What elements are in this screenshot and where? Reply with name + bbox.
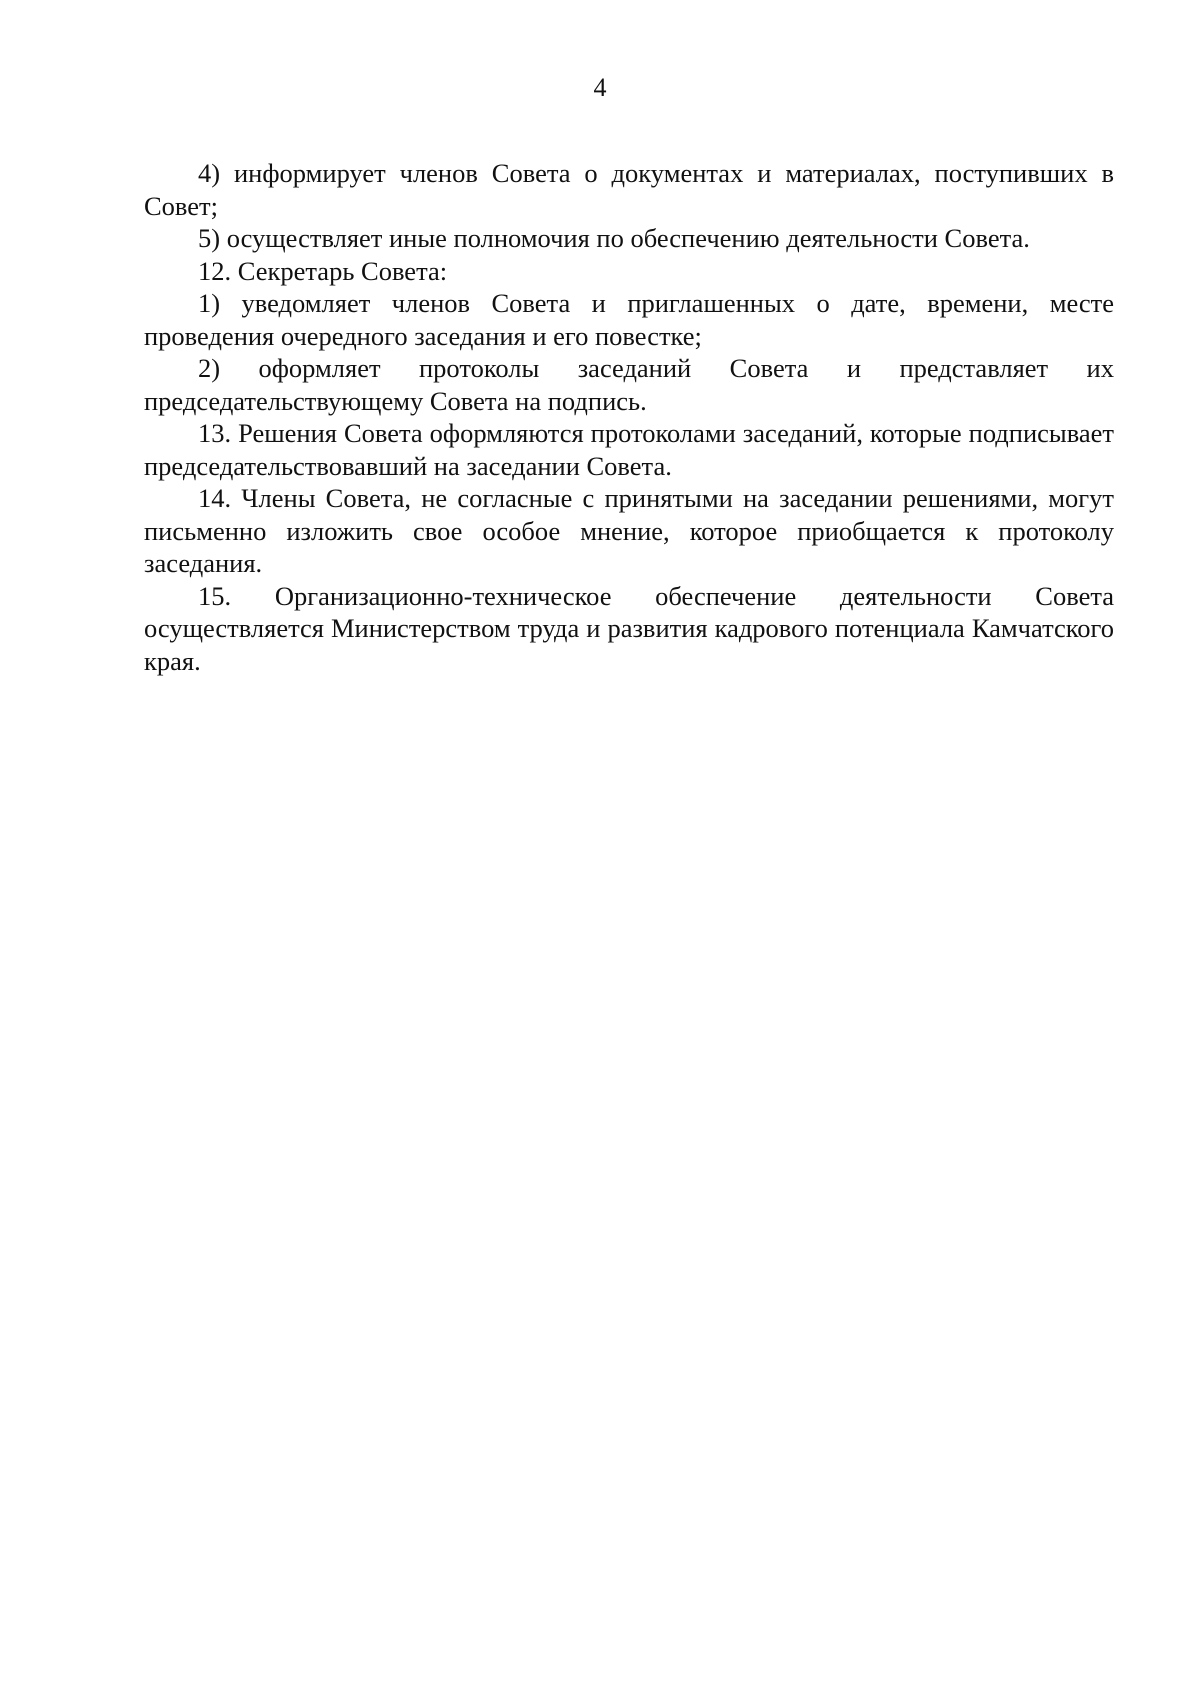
paragraph-item-1-notify-members: 1) уведомляет членов Совета и приглашенных о дате, времени, месте проведения очередного заседания и его повестке; — [144, 288, 1114, 351]
document-body — [144, 157, 1114, 677]
paragraph-section-13-decisions: 13. Решения Совета оформляются протоколами заседаний, которые подписывает председательствовавший на заседании Совета. — [144, 418, 1114, 481]
paragraph-item-5-other-powers: 5) осуществляет иные полномочия по обеспечению деятельности Совета. — [198, 223, 1030, 253]
paragraph-section-12-secretary: 12. Секретарь Совета: — [198, 255, 448, 286]
paragraph-item-4-inform-members: 4) информирует членов Совета о документах и материалах, поступивших в Совет; — [144, 158, 1114, 221]
paragraph-item-2-prepare-protocols: 2) оформляет протоколы заседаний Совета и представляет их председательствующему Совета на подпись. — [144, 353, 1114, 416]
paragraph-section-14-dissent: 14. Члены Совета, не согласные с принятыми на заседании решениями, могут письменно изложить свое особое мнение, которое приобщается к протоколу заседания. — [144, 483, 1114, 578]
page-number: 4 — [593, 73, 607, 102]
paragraph-section-15-technical-support: 15. Организационно-техническое обеспечение деятельности Совета осуществляется Министерством труда и развития кадрового потенциала Камчатского края. — [144, 580, 1114, 676]
